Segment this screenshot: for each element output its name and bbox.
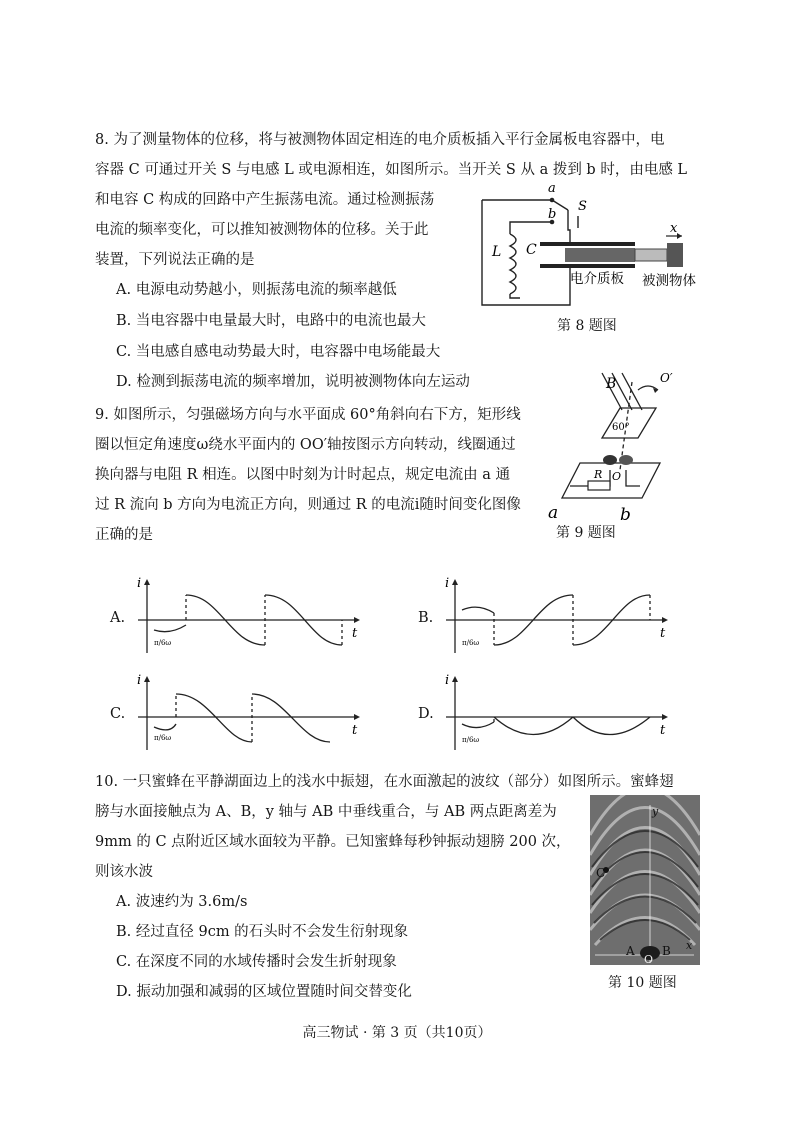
q9-graph-a-tick: π/6ω: [154, 639, 172, 647]
q9-label-angle: 60°: [612, 422, 630, 433]
q9-graph-d-y-label: i: [445, 673, 450, 688]
q9-graph-c-option: C.: [110, 706, 126, 722]
q8-option-b: B. 当电容器中电量最大时，电路中的电流也最大: [116, 313, 426, 329]
q10-line-3: 9mm 的 C 点附近区域水面较为平静。已知蜜蜂每秒钟振动翅膀 200 次，: [95, 834, 571, 850]
q8-line-4: 电流的频率变化，可以推知被测物体的位移。关于此: [95, 222, 429, 238]
q9-graph-a-x-label: t: [352, 626, 358, 641]
q8-label-a: a: [548, 181, 556, 196]
q9-label-r: R: [594, 468, 603, 481]
q10-label-b: B: [662, 944, 671, 958]
q10-option-c: C. 在深度不同的水域传播时会发生折射现象: [116, 954, 397, 970]
q9-graph-b-tick: π/6ω: [462, 639, 480, 647]
q9-graph-d-tick: π/6ω: [462, 736, 480, 744]
q9-graph-c-x-label: t: [352, 723, 358, 738]
q8-label-object: 被测物体: [642, 273, 696, 289]
q8-circuit-figure: [460, 180, 710, 315]
q8-label-dielectric: 电介质板: [570, 271, 624, 287]
q9-graph-a-option: A.: [110, 610, 126, 626]
q9-graph-a-y-label: i: [137, 576, 142, 591]
q9-label-o-prime: O′: [660, 371, 673, 385]
q10-line-1: 10. 一只蜜蜂在平静湖面边上的浅水中振翅，在水面激起的波纹（部分）如图所示。蜜蜂翅: [95, 774, 674, 790]
q9-graph-d-x-label: t: [660, 723, 666, 738]
q10-label-x: x: [686, 939, 693, 952]
q9-graph-a-plot: [130, 575, 370, 655]
q8-option-d: D. 检测到振荡电流的频率增加，说明被测物体向左运动: [116, 374, 470, 390]
q8-label-l: L: [492, 244, 502, 260]
q9-graph-d-option: D.: [418, 706, 434, 722]
q9-line-4: 过 R 流向 b 方向为电流正方向，则通过 R 的电流i随时间变化图像: [95, 497, 521, 513]
q9-graph-b-plot: [438, 575, 678, 655]
q8-label-x: x: [670, 221, 678, 236]
q8-option-a: A. 电源电动势越小，则振荡电流的频率越低: [116, 282, 397, 298]
q8-label-s: S: [578, 199, 587, 214]
q9-label-a: a: [548, 503, 559, 523]
q8-line-5: 装置，下列说法正确的是: [95, 252, 255, 268]
q10-line-2: 膀与水面接触点为 A、B，y 轴与 AB 中垂线重合，与 AB 两点距离差为: [95, 804, 557, 820]
q9-graph-c-tick: π/6ω: [154, 734, 172, 742]
q10-line-4: 则该水波: [95, 864, 153, 880]
q9-caption: 第 9 题图: [556, 525, 616, 541]
q10-option-b: B. 经过直径 9cm 的石头时不会发生衍射现象: [116, 924, 409, 940]
q8-line-1: 8. 为了测量物体的位移，将与被测物体固定相连的电介质板插入平行金属板电容器中，电: [95, 132, 665, 148]
q10-option-d: D. 振动加强和减弱的区域位置随时间交替变化: [116, 984, 412, 1000]
q9-coil-figure: [540, 368, 680, 523]
q9-label-b: b: [620, 505, 631, 523]
q8-line-2: 容器 C 可通过开关 S 与电感 L 或电源相连，如图所示。当开关 S 从 a 拨到 b 时，由电感 L: [95, 162, 688, 178]
q9-graph-c-plot: [130, 672, 370, 752]
q9-line-5: 正确的是: [95, 527, 153, 543]
q8-label-c: C: [526, 242, 537, 258]
q8-label-b: b: [548, 207, 557, 222]
q10-label-y: y: [652, 805, 659, 818]
q9-line-1: 9. 如图所示，匀强磁场方向与水平面成 60°角斜向右下方，矩形线: [95, 407, 521, 423]
q10-caption: 第 10 题图: [608, 975, 677, 991]
q10-label-a: A: [626, 944, 635, 958]
q9-line-2: 圈以恒定角速度ω绕水平面内的 OO′轴按图示方向转动，线圈通过: [95, 437, 516, 453]
q9-label-o: O: [612, 470, 622, 483]
q8-option-c: C. 当电感自感电动势最大时，电容器中电场能最大: [116, 344, 441, 360]
q9-label-b-field: B: [606, 376, 617, 392]
q10-option-a: A. 波速约为 3.6m/s: [116, 894, 248, 910]
q9-graph-b-option: B.: [418, 610, 434, 626]
q10-label-c: C: [596, 866, 606, 880]
q10-label-o: O: [644, 953, 654, 965]
q9-graph-d-plot: [438, 672, 678, 752]
q9-graph-c-y-label: i: [137, 673, 142, 688]
q8-line-3: 和电容 C 构成的回路中产生振荡电流。通过检测振荡: [95, 192, 435, 208]
q9-graph-b-y-label: i: [445, 576, 450, 591]
page-footer: 高三物试 · 第 3 页（共10页）: [302, 1025, 492, 1041]
q10-ripple-figure: [590, 795, 700, 965]
q9-graph-b-x-label: t: [660, 626, 666, 641]
q8-caption: 第 8 题图: [557, 318, 617, 334]
q9-line-3: 换向器与电阻 R 相连。以图中时刻为计时起点，规定电流由 a 通: [95, 467, 510, 483]
